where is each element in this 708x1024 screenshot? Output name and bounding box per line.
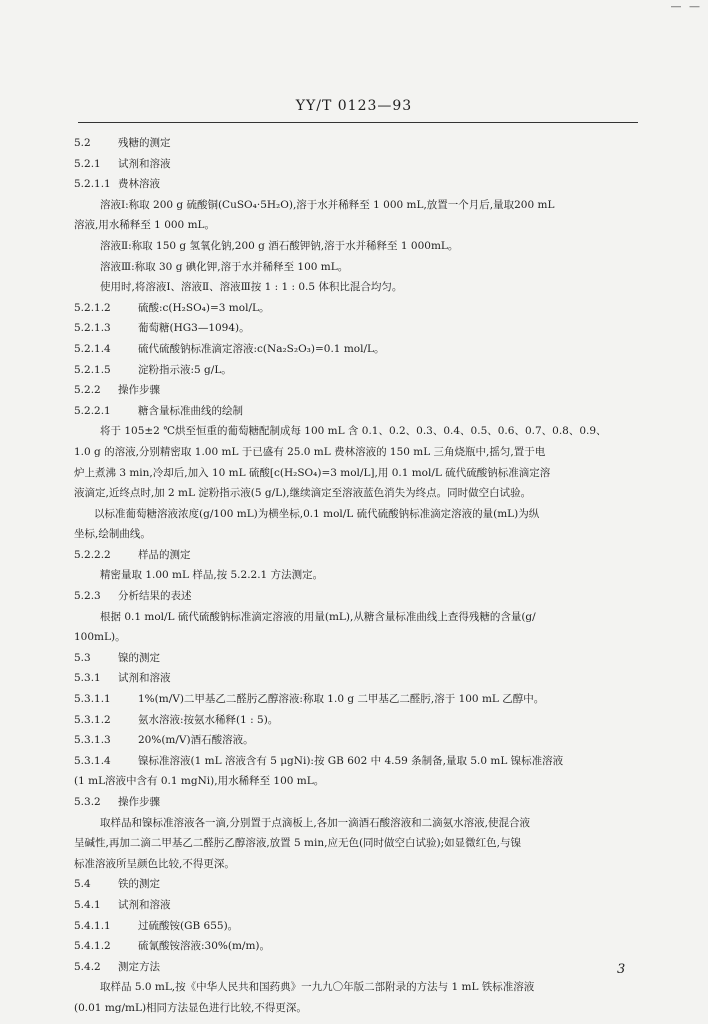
clause-item: 5.3.1.2 氨水溶液:按氨水稀释(1 : 5)。 — [74, 713, 279, 726]
paragraph-line: 溶液Ⅱ:称取 150 g 氢氧化钠,200 g 酒石酸钾钠,溶于水并稀释至 1 000mL。 — [100, 239, 459, 252]
clause-item: 5.3.1.1 1%(m/V)二甲基乙二醛肟乙醇溶液:称取 1.0 g 二甲基乙二醛肟,溶于 100 mL 乙醇中。 — [74, 693, 545, 706]
clause-item: 5.4.1.1 过硫酸铵(GB 655)。 — [74, 919, 239, 932]
section-heading: 5.2.3 分析结果的表述 — [74, 590, 192, 603]
paragraph-line: 标准溶液所呈颜色比较,不得更深。 — [74, 857, 235, 870]
section-heading: 5.2.2 操作步骤 — [74, 384, 160, 397]
clause-item: 5.2.1.5 淀粉指示液:5 g/L。 — [74, 363, 232, 376]
paragraph-line: 溶液Ⅲ:称取 30 g 碘化钾,溶于水并稀释至 100 mL。 — [100, 260, 349, 273]
section-heading: 5.2.1 试剂和溶液 — [74, 157, 171, 170]
paragraph-line: 溶液Ⅰ:称取 200 g 硫酸铜(CuSO₄·5H₂O),溶于水并稀释至 1 000 mL,放置一个月后,量取200 mL — [100, 198, 555, 211]
paragraph-line: (0.01 mg/mL)相同方法显色进行比较,不得更深。 — [74, 1001, 307, 1014]
page-header: YY/T 0123—93 — [295, 98, 413, 114]
paragraph-line: 呈碱性,再加二滴二甲基乙二醛肟乙醇溶液,放置 5 min,应无色(同时做空白试验);如显微红色,与镍 — [74, 837, 522, 850]
paragraph-line: 坐标,绘制曲线。 — [74, 528, 151, 541]
paragraph-line: 1.0 g 的溶液,分别精密取 1.00 mL 于已盛有 25.0 mL 费林溶液的 150 mL 三角烧瓶中,摇匀,置于电 — [74, 445, 546, 458]
document-body — [0, 133, 708, 1019]
corner-mark: — — — [670, 0, 702, 13]
section-heading: 5.3.2 操作步骤 — [74, 796, 160, 808]
section-heading: 5.3 镍的测定 — [74, 651, 160, 664]
clause-item: 5.2.1.2 硫酸:c(H₂SO₄)=3 mol/L。 — [74, 301, 270, 314]
paragraph-line: 以标准葡萄糖溶液浓度(g/100 mL)为横坐标,0.1 mol/L 硫代硫酸钠标准滴定溶液的量(mL)为纵 — [94, 507, 540, 520]
page-number: 3 — [617, 962, 626, 977]
paragraph-line: 溶液,用水稀释至 1 000 mL。 — [74, 219, 216, 232]
clause-item: 5.3.1.4 镍标准溶液(1 mL 溶液含有 5 μgNi):按 GB 602 中 4.59 条制备,量取 5.0 mL 镍标准溶液 — [74, 754, 564, 767]
paragraph-line: 取样品 5.0 mL,按《中华人民共和国药典》一九九〇年版二部附录的方法与 1 mL 铁标准溶液 — [100, 981, 535, 994]
clause-item: 5.2.1.4 硫代硫酸钠标准滴定溶液:c(Na₂S₂O₃)=0.1 mol/L。 — [74, 342, 385, 355]
section-heading: 5.4 铁的测定 — [74, 878, 160, 891]
paragraph-line: (1 mL溶液中含有 0.1 mgNi),用水稀释至 100 mL。 — [74, 775, 325, 788]
paragraph-line: 精密量取 1.00 mL 样品,按 5.2.2.1 方法测定。 — [100, 569, 324, 582]
paragraph-line: 将于 105±2 ℃烘至恒重的葡萄糖配制成每 100 mL 含 0.1、0.2、0.3、0.4、0.5、0.6、0.7、0.8、0.9、 — [100, 425, 607, 438]
section-heading: 5.2.1.1 费林溶液 — [74, 178, 160, 191]
paragraph-line: 根据 0.1 mol/L 硫代硫酸钠标准滴定溶液的用量(mL),从糖含量标准曲线上查得残糖的含量(g/ — [100, 610, 536, 623]
section-heading: 5.4.2 测定方法 — [74, 960, 160, 973]
paragraph-line: 100mL)。 — [74, 631, 126, 644]
section-heading: 5.2 残糖的测定 — [74, 137, 171, 149]
section-heading: 5.2.2.1 糖含量标准曲线的绘制 — [74, 404, 243, 417]
paragraph-line: 炉上煮沸 3 min,冷却后,加入 10 mL 硫酸[c(H₂SO₄)=3 mol/L],用 0.1 mol/L 硫代硫酸钠标准滴定溶 — [74, 466, 551, 479]
paragraph-line: 液滴定,近终点时,加 2 mL 淀粉指示液(5 g/L),继续滴定至溶液蓝色消失为终点。同时做空白试验。 — [74, 487, 532, 500]
section-heading: 5.3.1 试剂和溶液 — [74, 672, 171, 685]
paragraph-line: 取样品和镍标准溶液各一滴,分别置于点滴板上,各加一滴酒石酸溶液和二滴氨水溶液,使混合液 — [100, 816, 531, 829]
section-heading: 5.4.1 试剂和溶液 — [74, 898, 171, 911]
header-rule — [78, 122, 638, 123]
clause-item: 5.2.1.3 葡萄糖(HG3—1094)。 — [74, 322, 250, 335]
clause-item: 5.3.1.3 20%(m/V)酒石酸溶液。 — [74, 734, 254, 747]
clause-item: 5.4.1.2 硫氰酸铵溶液:30%(m/m)。 — [74, 940, 271, 953]
section-heading: 5.2.2.2 样品的测定 — [74, 548, 191, 561]
paragraph-line: 使用时,将溶液Ⅰ、溶液Ⅱ、溶液Ⅲ按 1 : 1 : 0.5 体积比混合均匀。 — [100, 281, 403, 294]
